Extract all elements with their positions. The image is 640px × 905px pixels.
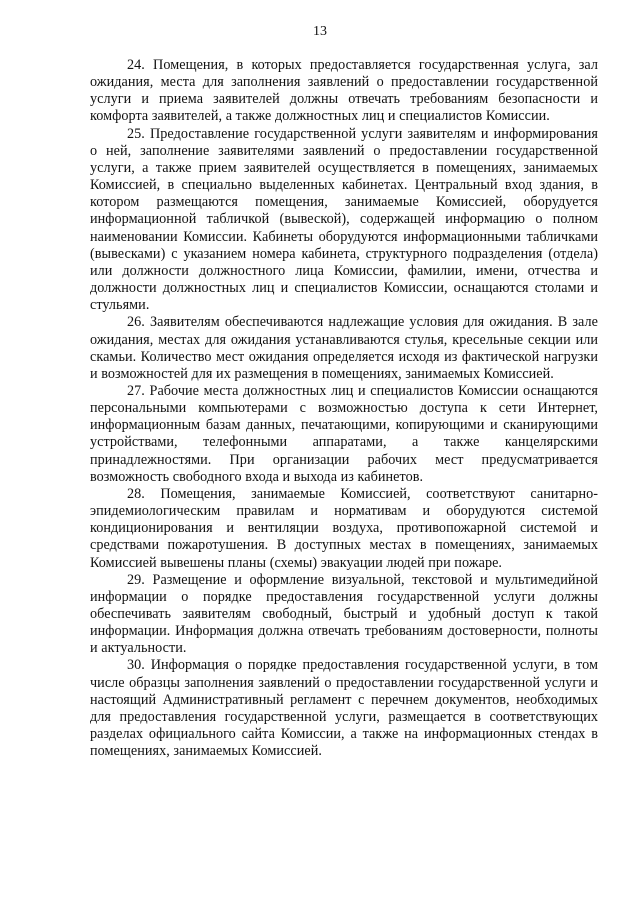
paragraph-28: 28. Помещения, занимаемые Комиссией, соответствуют санитарно-эпидемиологическим правилам и нормативам и оборудуются системой кондиционирования и вентиляции воздуха, противопожарной системой и средствами пожаротушения. В доступных местах в помещениях, занимаемых Комиссией вывешены планы (схемы) эвакуации людей при пожаре. — [90, 485, 598, 571]
page-number: 13 — [313, 24, 327, 39]
document-body — [90, 57, 598, 760]
paragraph-30: 30. Информация о порядке предоставления государственной услуги, в том числе образцы заполнения заявлений о предоставлении государственной услуги и настоящий Административный регламент с перечнем документов, необходимых для предоставления государственной услуги, размещается в соответствующих разделах официального сайта Комиссии, а также на информационных стендах в помещениях, занимаемых Комиссией. — [90, 657, 598, 760]
paragraph-24: 24. Помещения, в которых предоставляется государственная услуга, зал ожидания, места для заполнения заявлений о предоставлении государственной услуги и приема заявителей должны отвечать требованиям безопасности и комфорта заявителей, а также должностных лиц и специалистов Комиссии. — [90, 57, 598, 125]
paragraph-25: 25. Предоставление государственной услуги заявителям и информирования о ней, заполнение заявителями заявлений о предоставлении государственной услуги, а также прием заявителей осуществляется в помещениях, занимаемых Комиссией, в специально выделенных кабинетах. Центральный вход здания, в котором размещаются помещения, занимаемые Комиссией, оборудуется информационной табличкой (вывеской), содержащей информацию о полном наименовании Комиссии. Кабинеты оборудуются информационными табличками (вывесками) с указанием номера кабинета, структурного подразделения (отдела) или должности должностного лица Комиссии, фамилии, имени, отчества и должности должностных лиц и специалистов Комиссии, оснащаются столами и стульями. — [90, 125, 598, 314]
paragraph-26: 26. Заявителям обеспечиваются надлежащие условия для ожидания. В зале ожидания, местах для ожидания устанавливаются стулья, кресельные секции или скамьи. Количество мест ожидания определяется исходя из фактической нагрузки и возможностей для их размещения в помещениях, занимаемых Комиссией. — [90, 314, 598, 382]
paragraph-29: 29. Размещение и оформление визуальной, текстовой и мультимедийной информации о порядке предоставления государственной услуги должны обеспечивать заявителям свободный, быстрый и удобный доступ к такой информации. Информация должна отвечать требованиям достоверности, полноты и актуальности. — [90, 571, 598, 657]
paragraph-27: 27. Рабочие места должностных лиц и специалистов Комиссии оснащаются персональными компьютерами с возможностью доступа к сети Интернет, информационным базам данных, печатающими, копирующими и сканирующими устройствами, телефонными аппаратами, а также канцелярскими принадлежностями. При организации рабочих мест предусматривается возможность свободного входа и выхода из кабинетов. — [90, 382, 598, 485]
